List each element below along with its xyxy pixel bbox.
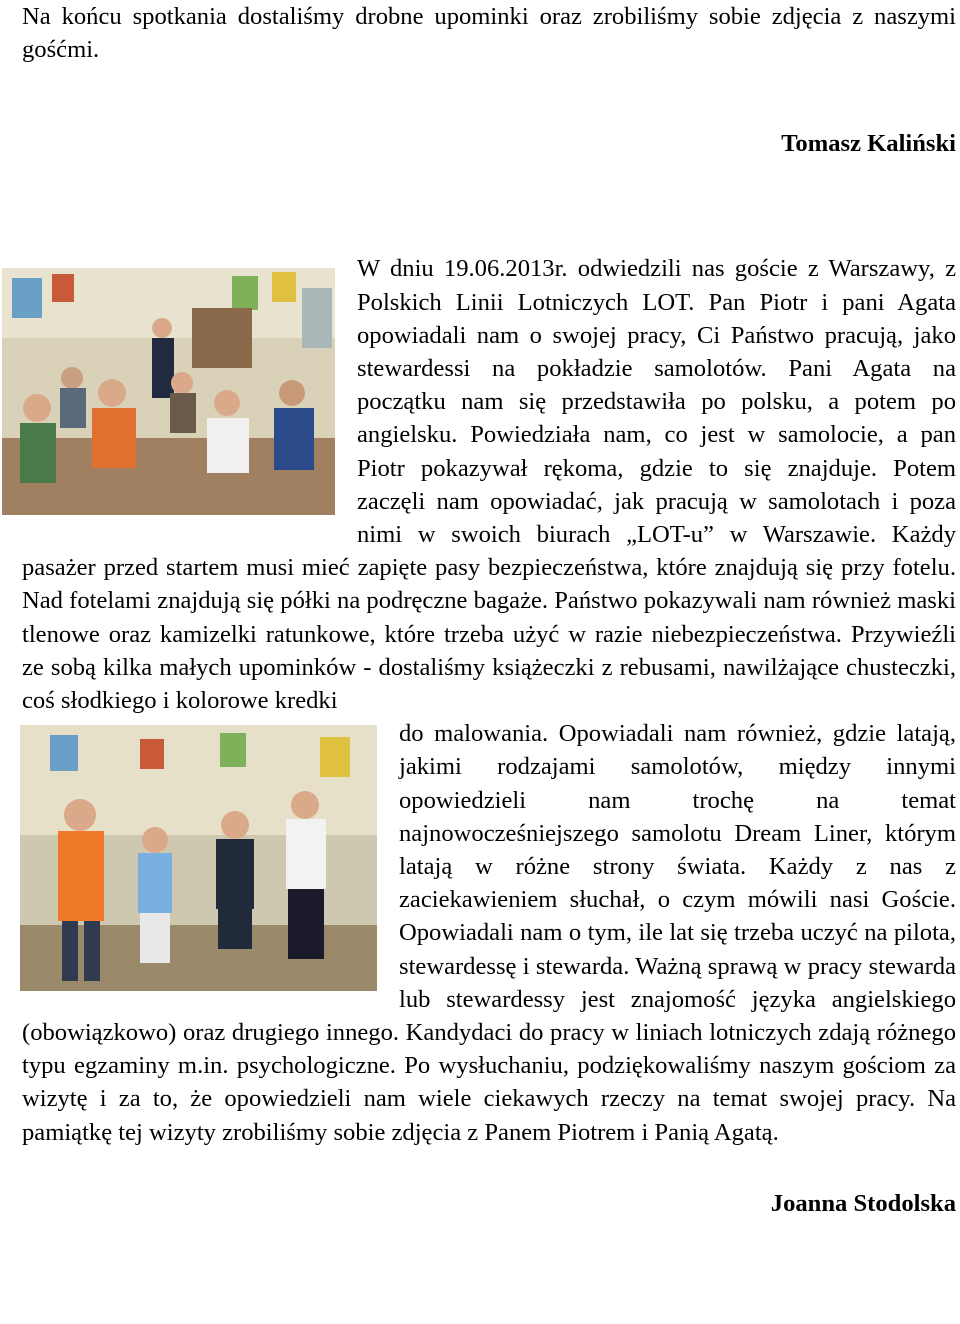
document-page	[22, 0, 956, 1220]
guests-photo	[20, 725, 377, 991]
signature-joanna: Joanna Stodolska	[770, 1189, 956, 1217]
article-paragraph-part2: do malowania. Opowiadali nam również, gdzie latają, jakimi rodzajami samolotów, między innymi opowiedzieli nam trochę na temat najnowocześniejszego samolotu Dream Liner, którym latają w różne strony świata. Każdy z nas z zaciekawieniem słuchał, o czym mówili nasi Goście. Opowiadali nam o tym, ile lat się trzeba uczyć na pilota, stewardessę i stewarda. Ważną sprawą w pracy stewarda lub stewardessy jest znajomość języka angielskiego (obowiązkowo) oraz drugiego innego. Kandydaci do pracy w liniach lotniczych zdają różnego typu egzaminy m.in. psychologiczne. Po wysłuchaniu, podziękowaliśmy naszym gościom za wizytę i za to, że opowiedzieli nam wiele ciekawych rzeczy na temat swojej pracy. Na pamiątkę tej wizyty zrobiliśmy sobie zdjęcia z Panem Piotrem i Panią Agatą.	[22, 720, 956, 1146]
guests-photo-icon	[20, 725, 377, 991]
intro-paragraph: Na końcu spotkania dostaliśmy drobne upominki oraz zrobiliśmy sobie zdjęcia z naszymi gośćmi.	[22, 3, 956, 64]
article-paragraph-part1: W dniu 19.06.2013r. odwiedzili nas goście z Warszawy, z Polskich Linii Lotniczych LOT. Pan Piotr i pani Agata opowiadali nam o swojej pracy, Ci Państwo pracują, jako stewardessi na pokładzie samolotów. Pani Agata na początku nam się przedstawiła po polsku, a potem po angielsku. Powiedziała nam, co jest w samolocie, a pan Piotr pokazywał rękoma, gdzie to się znajduje. Potem zaczęli nam opowiadać, jak pracują w samolotach i poza nimi w swoich biurach „LOT-u” w Warszawie. Każdy pasażer przed startem musi mieć zapięte pasy bezpieczeństwa, które znajdują się przy fotelu. Nad fotelami znajdują się półki na podręczne bagaże. Państwo pokazywali nam również maski tlenowe oraz kamizelki ratunkowe, które trzeba użyć w razie niebezpieczeństwa. Przywieźli ze sobą kilka małych upominków - dostaliśmy książeczki z rebusami, nawilżające chusteczki, coś słodkiego i kolorowe kredki	[22, 255, 956, 715]
audience-photo	[2, 268, 335, 515]
article-body	[22, 252, 956, 1148]
audience-photo-icon	[2, 268, 335, 515]
signature-tomasz: Tomasz Kaliński	[781, 130, 956, 158]
